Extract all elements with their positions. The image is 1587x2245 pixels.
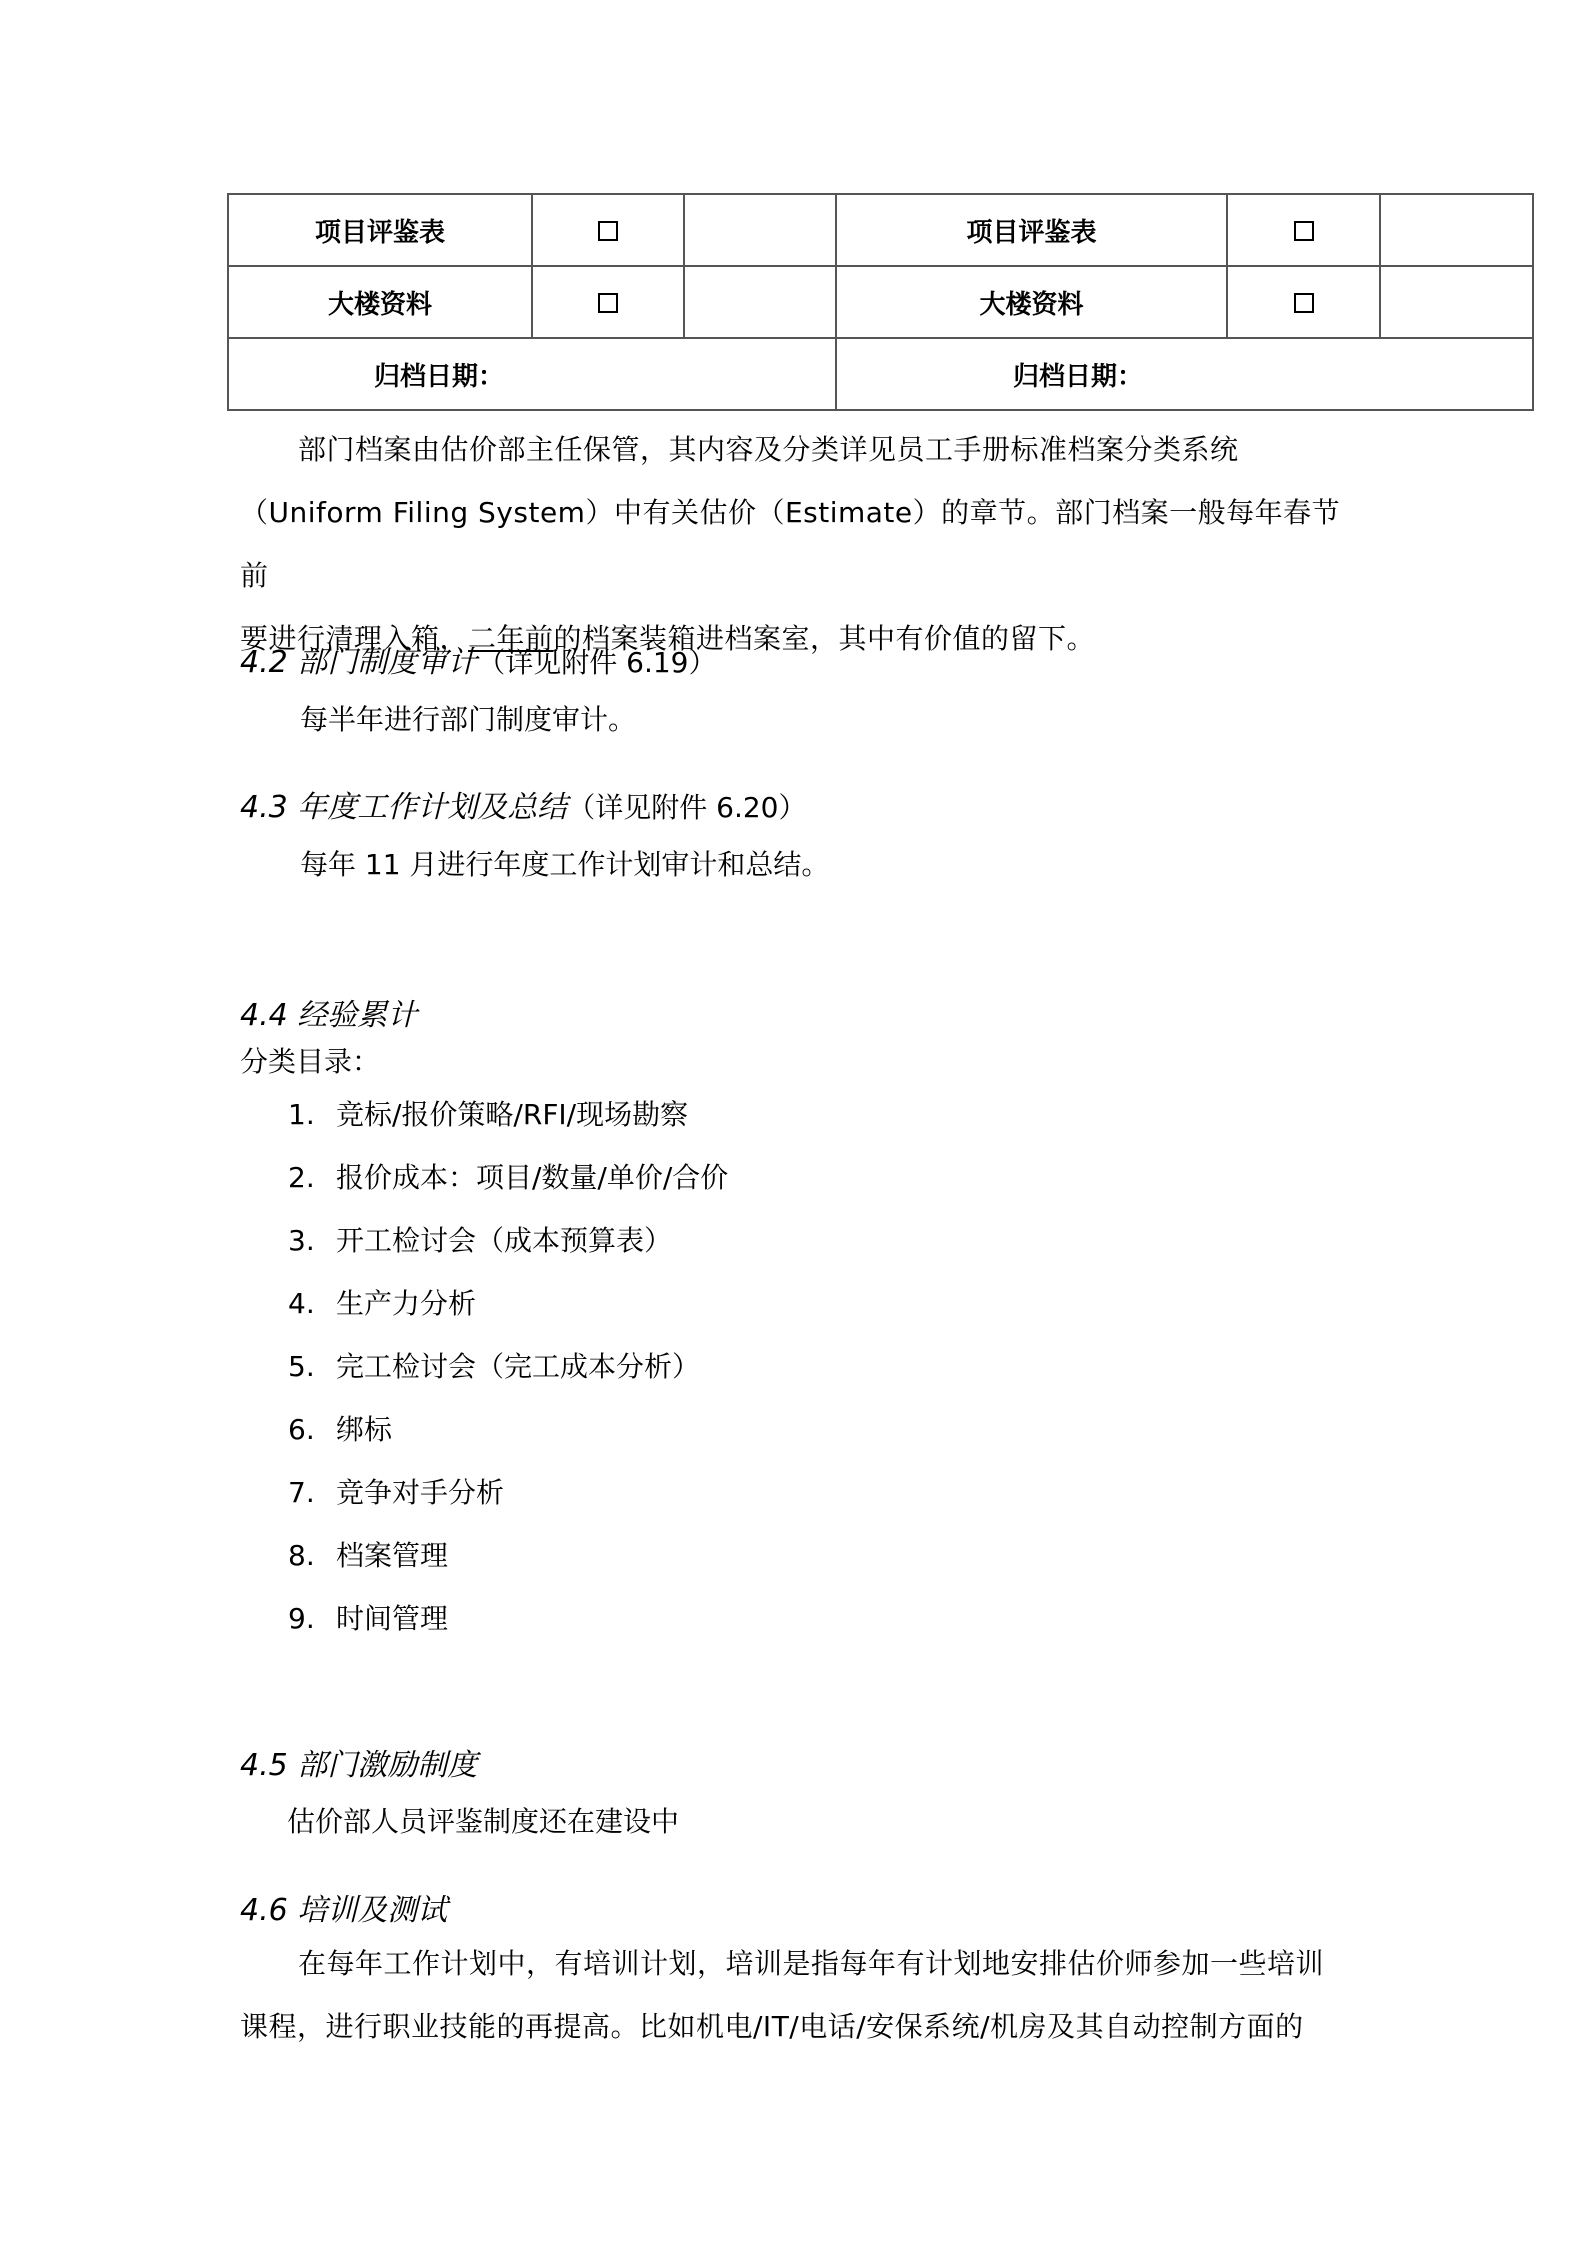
section-heading-4-6: 4.6 培训及测试 xyxy=(240,1893,448,1928)
list-item: 3. 开工检讨会（成本预算表） xyxy=(288,1224,673,1257)
table-cell-checkbox xyxy=(1227,194,1380,266)
checkbox-icon[interactable] xyxy=(598,293,618,313)
table-cell-checkbox xyxy=(1227,266,1380,338)
table-cell-label: 大楼资料 xyxy=(836,266,1227,338)
list-item: 8. 档案管理 xyxy=(288,1539,449,1572)
intro-underlined-text: 二年前 xyxy=(468,622,554,655)
list-item: 7. 竞争对手分析 xyxy=(288,1476,505,1509)
table-row xyxy=(228,266,1533,338)
table-cell-empty xyxy=(1380,266,1533,338)
table-cell-checkbox xyxy=(532,266,684,338)
list-item: 1. 竞标/报价策略/RFI/现场勘察 xyxy=(288,1098,689,1131)
category-list xyxy=(288,1083,728,1650)
table-cell-label: 大楼资料 xyxy=(228,266,532,338)
table-row xyxy=(228,194,1533,266)
table-cell-empty xyxy=(684,266,836,338)
intro-line-2: （Uniform Filing System）中有关估价（Estimate）的章节。部门档案一般每年春节前 xyxy=(240,496,1341,592)
intro-paragraph xyxy=(240,418,1360,670)
section-heading-4-4: 4.4 经验累计 xyxy=(240,998,418,1033)
section-body-4-5: 估价部人员评鉴制度还在建设中 xyxy=(287,1805,680,1838)
section-heading-4-2: 4.2 部门制度审计（详见附件 6.19） xyxy=(240,645,717,680)
checkbox-icon[interactable] xyxy=(1294,293,1314,313)
table-cell-label: 项目评鉴表 xyxy=(836,194,1227,266)
list-item: 6. 绑标 xyxy=(288,1413,393,1446)
section-heading-4-5: 4.5 部门激励制度 xyxy=(240,1748,478,1783)
list-item: 9. 时间管理 xyxy=(288,1602,449,1635)
table-row-date xyxy=(228,338,1533,410)
archive-table xyxy=(227,193,1534,411)
section-body-4-3: 每年 11 月进行年度工作计划审计和总结。 xyxy=(300,848,830,881)
checkbox-icon[interactable] xyxy=(1294,221,1314,241)
table-cell-label: 项目评鉴表 xyxy=(228,194,532,266)
list-item: 4. 生产力分析 xyxy=(288,1287,477,1320)
table-cell-empty xyxy=(684,194,836,266)
list-item: 5. 完工检讨会（完工成本分析） xyxy=(288,1350,701,1383)
section-body-4-2: 每半年进行部门制度审计。 xyxy=(300,703,637,736)
section-body-4-6-line-1: 在每年工作计划中，有培训计划，培训是指每年有计划地安排估价师参加一些培训 xyxy=(298,1947,1325,1980)
archive-date-right: 归档日期： xyxy=(836,338,1533,410)
category-list-title: 分类目录： xyxy=(240,1045,381,1078)
intro-line-3-start: 要进行清理入箱， xyxy=(240,622,469,655)
checkbox-icon[interactable] xyxy=(598,221,618,241)
intro-line-1: 部门档案由估价部主任保管，其内容及分类详见员工手册标准档案分类系统 xyxy=(298,433,1239,466)
list-item: 2. 报价成本：项目/数量/单价/合价 xyxy=(288,1161,729,1194)
section-body-4-6 xyxy=(240,1932,1360,2058)
table-cell-empty xyxy=(1380,194,1533,266)
section-body-4-6-line-2: 课程，进行职业技能的再提高。比如机电/IT/电话/安保系统/机房及其自动控制方面的 xyxy=(240,2010,1304,2043)
section-heading-4-3: 4.3 年度工作计划及总结（详见附件 6.20） xyxy=(240,790,807,825)
intro-line-3-end: 的档案装箱进档案室，其中有价值的留下。 xyxy=(553,622,1096,655)
table-cell-checkbox xyxy=(532,194,684,266)
archive-date-left: 归档日期： xyxy=(228,338,836,410)
